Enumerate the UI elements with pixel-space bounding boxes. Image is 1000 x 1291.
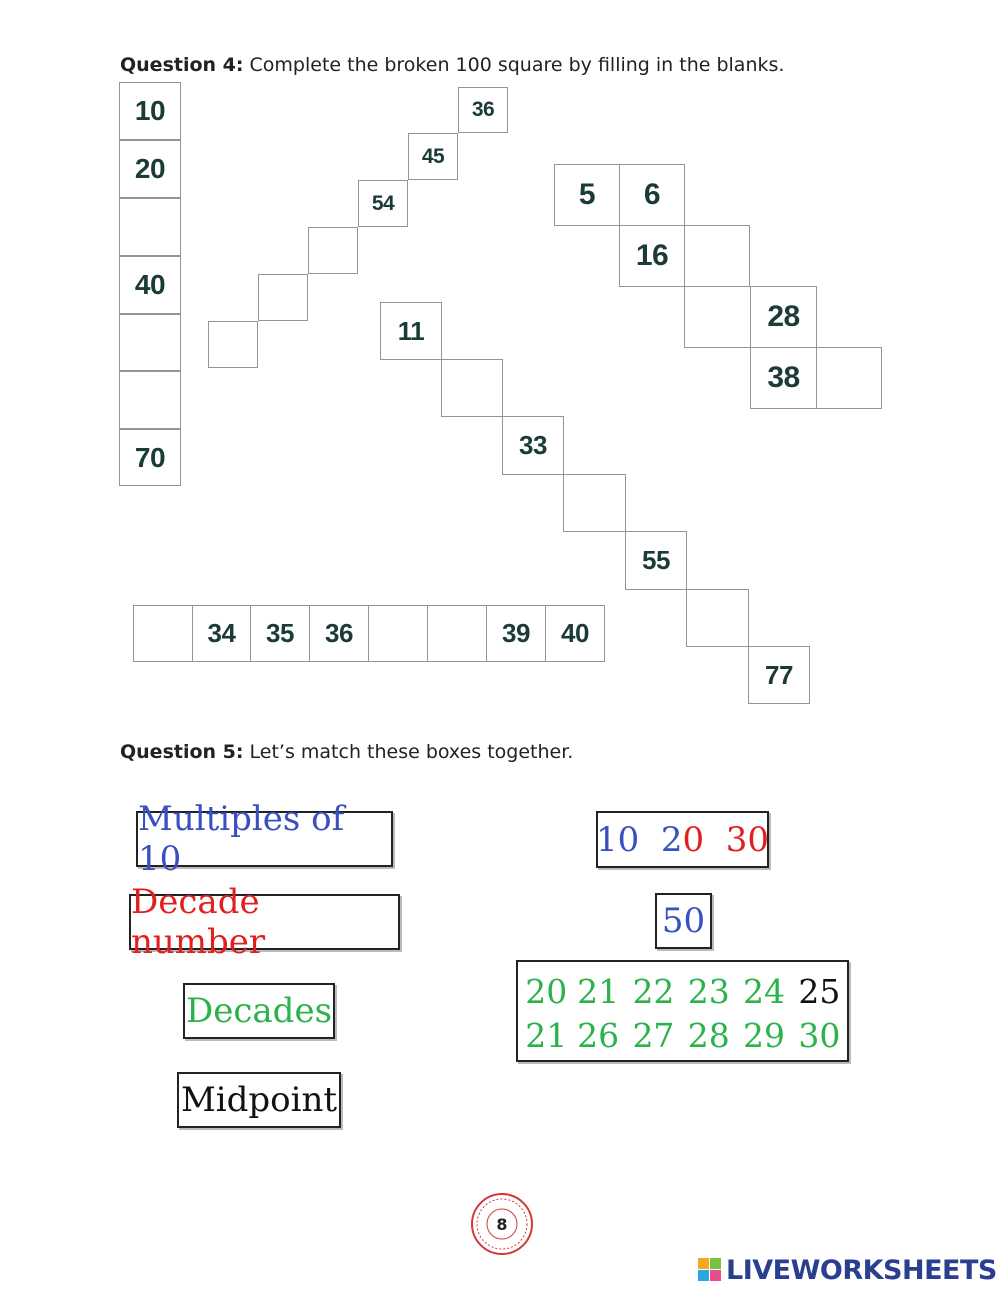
question-4-heading [120,54,784,76]
match-label: Multiples of 10 [138,799,345,879]
blank-answer-cell[interactable] [563,474,626,532]
grid-number: 24 [743,972,786,1011]
grid-cell: 28 [750,286,817,348]
grid-cell: 38 [750,347,817,409]
grid-number: 29 [743,1016,786,1055]
blank-answer-cell[interactable] [258,274,308,321]
blank-answer-cell[interactable] [308,227,358,274]
blank-answer-cell[interactable] [684,225,750,287]
grid-cell: 11 [380,302,442,360]
match-box-numbers-grid[interactable] [516,960,849,1062]
grid-cell: 54 [358,180,408,227]
grid-cell: 35 [250,605,310,662]
grid-number: 26 [577,1016,620,1055]
blank-answer-cell[interactable] [133,605,193,662]
grid-number: 21 [525,1016,568,1055]
grid-number: 20 [525,972,568,1011]
grid-number: 21 [577,972,620,1011]
numbers-row-2 [522,1014,847,1058]
brand-name: LIVEWORKSHEETS [726,1254,997,1286]
grid-cell: 36 [458,87,508,133]
grid-cell: 40 [545,605,605,662]
blank-answer-cell[interactable] [686,589,749,647]
liveworksheets-blocks-icon [698,1258,722,1282]
blank-answer-cell[interactable] [119,371,181,429]
question-4-text: Complete the broken 100 square by filling in the blanks. [243,54,785,76]
blank-answer-cell[interactable] [427,605,487,662]
grid-cell: 6 [619,164,685,226]
grid-cell: 39 [486,605,546,662]
grid-cell: 10 [119,82,181,140]
grid-cell: 5 [554,164,620,226]
blank-answer-cell[interactable] [119,198,181,256]
grid-cell: 34 [192,605,251,662]
match-box-multiples-of-10[interactable] [136,799,393,879]
question-5-label: Question 5: [120,741,244,763]
grid-number-midpoint: 25 [798,972,841,1011]
question-4-label: Question 4: [120,54,244,76]
grid-cell: 70 [119,429,181,486]
grid-cell: 45 [408,133,458,180]
grid-cell: 16 [619,225,685,287]
page-number: 8 [496,1214,508,1234]
match-box-midpoint[interactable] [177,1072,341,1128]
numbers-row-1 [522,970,847,1014]
number-20: 20 [660,819,705,860]
grid-cell: 20 [119,140,181,198]
blank-answer-cell[interactable] [208,321,258,368]
grid-cell: 77 [748,646,810,704]
question-5-heading [120,741,573,763]
number-50: 50 [661,901,706,941]
grid-number: 30 [798,1016,841,1055]
match-label: Decades [185,991,333,1031]
blank-answer-cell[interactable] [441,359,503,417]
match-box-50[interactable] [655,893,712,949]
grid-number: 23 [687,972,730,1011]
question-5-text: Let’s match these boxes together. [243,741,574,763]
grid-cell: 33 [502,416,564,475]
match-box-decades[interactable] [183,983,335,1039]
match-label: Midpoint [180,1080,338,1120]
blank-answer-cell[interactable] [119,314,181,371]
grid-number: 22 [632,972,675,1011]
match-label: Decade number [131,882,266,962]
blank-answer-cell[interactable] [684,286,751,348]
number-30: 30 [725,819,770,860]
blank-answer-cell[interactable] [816,347,882,409]
number-10: 10 [595,819,640,860]
grid-cell: 36 [309,605,369,662]
grid-number: 28 [687,1016,730,1055]
blank-answer-cell[interactable] [368,605,428,662]
grid-cell: 55 [625,531,687,590]
liveworksheets-logo[interactable] [698,1255,997,1285]
grid-cell: 40 [119,256,181,314]
match-box-10-20-30[interactable] [596,811,769,868]
match-box-decade-number[interactable] [129,882,400,962]
grid-number: 27 [632,1016,675,1055]
